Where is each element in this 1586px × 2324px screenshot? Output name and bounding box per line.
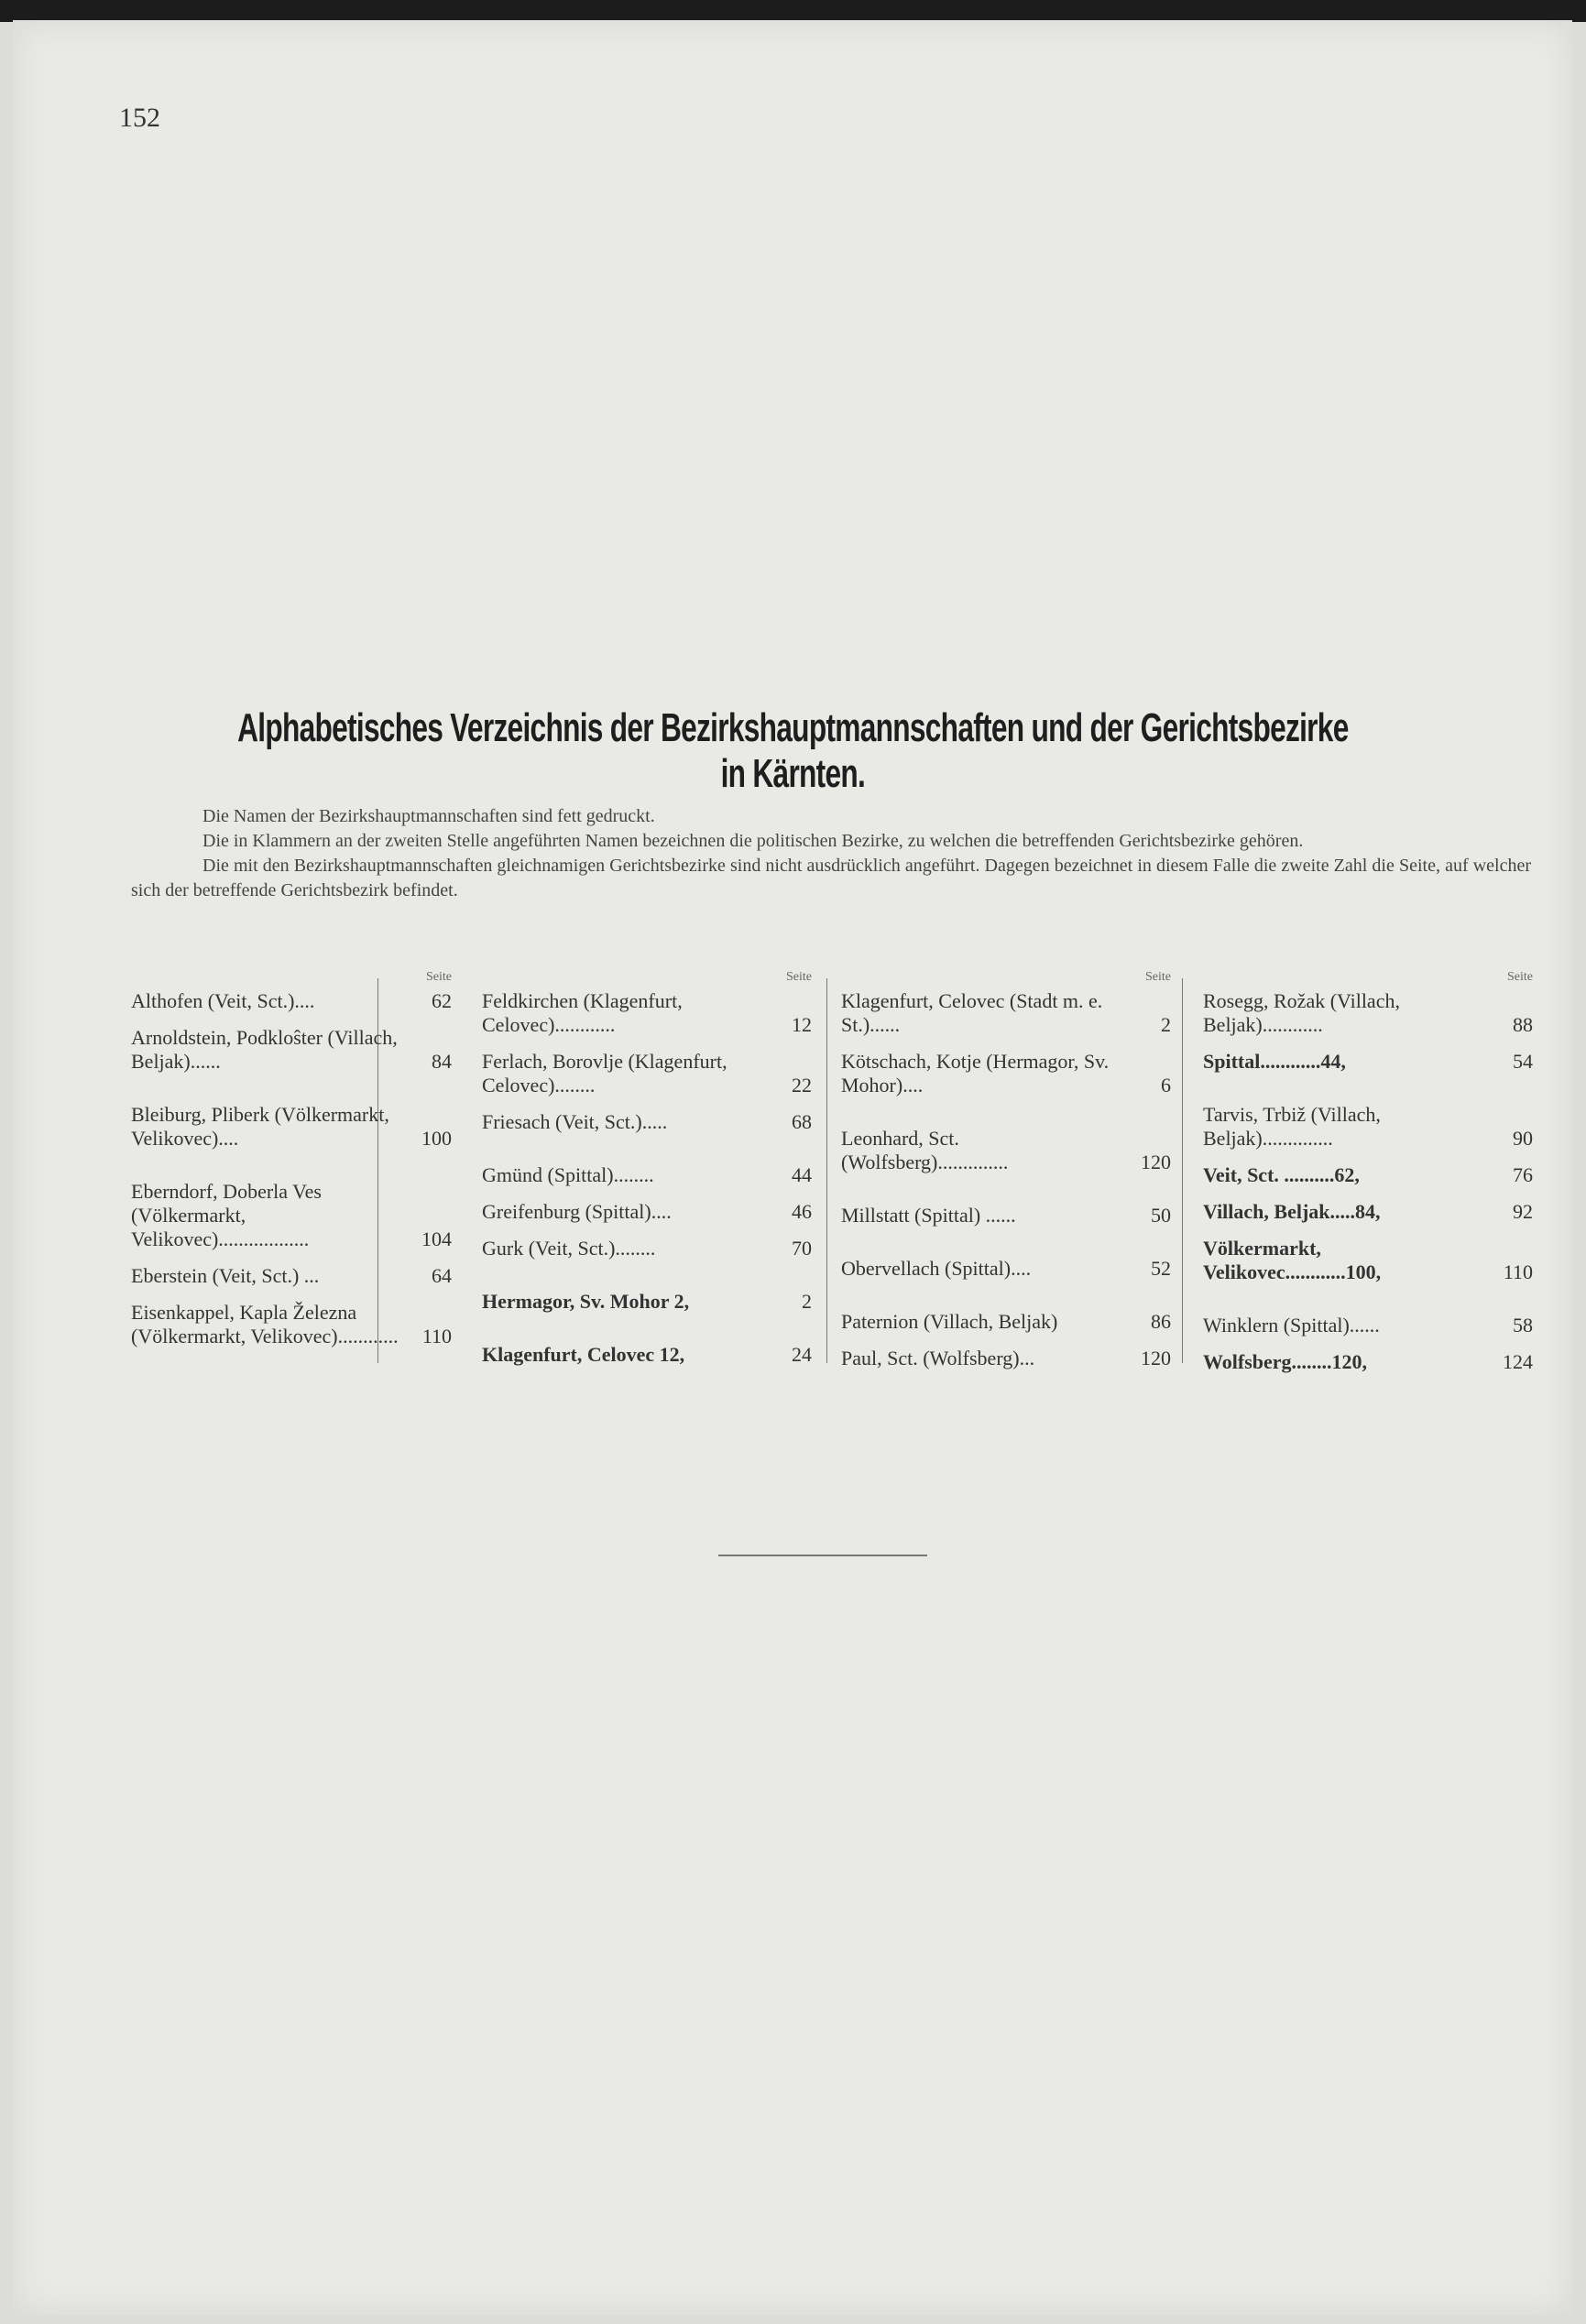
entry-name: Wolfsberg........120,: [1203, 1350, 1368, 1373]
index-entry: [841, 1257, 1171, 1281]
index-entry: [131, 1103, 452, 1151]
entry-name: Gmünd (Spittal)........: [482, 1163, 654, 1186]
entry-page: 62: [432, 989, 452, 1012]
index-column-3: [841, 969, 1171, 1372]
entry-name: Veit, Sct. ..........62,: [1203, 1163, 1360, 1186]
entry-name: Winklern (Spittal)......: [1203, 1314, 1380, 1337]
entry-page: 6: [1161, 1074, 1171, 1097]
index-column-4: [1203, 969, 1533, 1372]
index-entry: [841, 989, 1171, 1037]
seite-header: Seite: [426, 970, 452, 984]
scan-top-edge: [0, 0, 1586, 22]
entry-name: Althofen (Veit, Sct.)....: [131, 989, 315, 1012]
index-entry: [841, 1347, 1171, 1370]
index-entry: [841, 1204, 1171, 1227]
entry-spacer: [131, 1163, 452, 1180]
entry-name: Hermagor, Sv. Mohor 2,: [482, 1290, 690, 1313]
entry-page: 86: [1151, 1310, 1171, 1333]
end-rule: [718, 1555, 927, 1556]
entry-name: Klagenfurt, Celovec 12,: [482, 1343, 685, 1366]
entry-name: Bleiburg, Pliberk (Völkermarkt, Velikovec)....: [131, 1103, 389, 1150]
index-entry: [482, 1050, 812, 1097]
index-column-2: [482, 969, 812, 1372]
intro-paragraph: Die Namen der Bezirkshauptmannschaften sind fett gedruckt.: [202, 806, 655, 826]
index-entry: [841, 1127, 1171, 1174]
entry-name: Spittal............44,: [1203, 1050, 1346, 1073]
entry-spacer: [841, 1110, 1171, 1127]
index-entry: [131, 1026, 452, 1074]
entry-spacer: [482, 1326, 812, 1343]
entry-page: 124: [1503, 1350, 1533, 1373]
index-entry: [482, 1290, 812, 1314]
entry-page: 110: [1503, 1260, 1533, 1283]
entry-name: Kötschach, Kotje (Hermagor, Sv. Mohor)....: [841, 1050, 1110, 1097]
entry-name: Gurk (Veit, Sct.)........: [482, 1237, 656, 1260]
entry-page: 58: [1513, 1314, 1533, 1337]
entry-page: 120: [1141, 1347, 1171, 1369]
entry-name: Feldkirchen (Klagenfurt, Celovec)............: [482, 989, 683, 1036]
entry-spacer: [482, 1147, 812, 1163]
page-title: Alphabetisches Verzeichnis der Bezirkshauptmannschaften und der Gerichtsbezirke in Kärnten.: [237, 705, 1349, 796]
entry-page: 52: [1151, 1257, 1171, 1280]
entry-page: 120: [1141, 1151, 1171, 1173]
entry-page: 70: [792, 1237, 812, 1260]
index-entry: [1203, 1200, 1533, 1224]
index-entry: [482, 1110, 812, 1134]
entry-page: 44: [792, 1163, 812, 1186]
index-entry: [1203, 1350, 1533, 1374]
entry-page: 22: [792, 1074, 812, 1097]
entry-page: 88: [1513, 1013, 1533, 1036]
entry-spacer: [482, 1273, 812, 1290]
entry-page: 50: [1151, 1204, 1171, 1227]
entry-page: 12: [792, 1013, 812, 1036]
entry-name: Rosegg, Rožak (Villach, Beljak)............: [1203, 989, 1400, 1036]
entry-name: Tarvis, Trbiž (Villach, Beljak)..............: [1203, 1103, 1381, 1150]
entry-page: 76: [1513, 1163, 1533, 1186]
entry-name: Ferlach, Borovlje (Klagenfurt, Celovec)........: [482, 1050, 727, 1097]
entry-page: 24: [792, 1343, 812, 1366]
index-entry: [482, 1200, 812, 1224]
entry-name: Leonhard, Sct. (Wolfsberg)..............: [841, 1127, 1009, 1173]
seite-header: Seite: [786, 970, 812, 984]
entry-name: Eisenkappel, Kapla Železna (Völkermarkt, Velikovec)............: [131, 1301, 399, 1347]
index-entry: [1203, 1103, 1533, 1151]
index-entry: [482, 1343, 812, 1367]
entry-page: 104: [421, 1227, 452, 1250]
index-entry: [1203, 1237, 1533, 1284]
index-entry: [1203, 1050, 1533, 1074]
entry-name: Völkermarkt, Velikovec............100,: [1203, 1237, 1382, 1283]
index-entry: [131, 989, 452, 1013]
entry-page: 64: [432, 1264, 452, 1287]
entry-name: Arnoldstein, Podkloŝter (Villach, Beljak)......: [131, 1026, 398, 1073]
intro-paragraph: Die mit den Bezirkshauptmannschaften gleichnamigen Gerichtsbezirke sind nicht ausdrücklich angeführt. Dagegen bezeichnet in diesem Falle die zweite Zahl die Seite, auf welcher sich der betreffende Gerichtsbezirk befindet.: [131, 856, 1531, 900]
index-entry: [1203, 1314, 1533, 1337]
index-entry: [131, 1180, 452, 1251]
index-entry: [131, 1301, 452, 1348]
index-entry: [482, 1163, 812, 1187]
entry-name: Friesach (Veit, Sct.).....: [482, 1110, 668, 1133]
entry-spacer: [131, 1086, 452, 1103]
entry-page: 90: [1513, 1127, 1533, 1150]
entry-page: 46: [792, 1200, 812, 1223]
entry-page: 54: [1513, 1050, 1533, 1073]
entry-name: Villach, Beljak.....84,: [1203, 1200, 1381, 1223]
seite-header: Seite: [1507, 970, 1533, 984]
entry-spacer: [841, 1293, 1171, 1310]
index-entry: [482, 989, 812, 1037]
entry-spacer: [841, 1240, 1171, 1257]
index-entry: [1203, 989, 1533, 1037]
entry-page: 100: [421, 1127, 452, 1150]
entry-name: Greifenburg (Spittal)....: [482, 1200, 672, 1223]
entry-page: 92: [1513, 1200, 1533, 1223]
entry-spacer: [841, 1187, 1171, 1204]
index-entry: [841, 1310, 1171, 1334]
intro-paragraph: Die in Klammern an der zweiten Stelle angeführten Namen bezeichnen die politischen Bezirke, zu welchen die betreffenden Gerichtsbezirke gehören.: [202, 831, 1304, 851]
entry-name: Eberndorf, Doberla Ves (Völkermarkt, Velikovec)..................: [131, 1180, 322, 1250]
entry-name: Obervellach (Spittal)....: [841, 1257, 1032, 1280]
entry-page: 84: [432, 1050, 452, 1073]
entry-page: 110: [421, 1325, 452, 1347]
entry-spacer: [1203, 1086, 1533, 1103]
entry-spacer: [1203, 1297, 1533, 1314]
entry-name: Klagenfurt, Celovec (Stadt m. e. St.)......: [841, 989, 1103, 1036]
entry-name: Paternion (Villach, Beljak): [841, 1310, 1058, 1333]
index-column-1: [131, 969, 452, 1372]
page-number: 152: [119, 103, 160, 133]
index-entry: [131, 1264, 452, 1288]
intro-notes: [131, 804, 1531, 903]
entry-name: Eberstein (Veit, Sct.) ...: [131, 1264, 320, 1287]
index-entry: [482, 1237, 812, 1260]
entry-page: 68: [792, 1110, 812, 1133]
entry-name: Paul, Sct. (Wolfsberg)...: [841, 1347, 1035, 1369]
entry-name: Millstatt (Spittal) ......: [841, 1204, 1016, 1227]
index-columns: [131, 969, 1533, 1372]
seite-header: Seite: [1145, 970, 1171, 984]
index-entry: [841, 1050, 1171, 1097]
index-entry: [1203, 1163, 1533, 1187]
entry-page: 2: [802, 1290, 812, 1313]
entry-page: 2: [1161, 1013, 1171, 1036]
